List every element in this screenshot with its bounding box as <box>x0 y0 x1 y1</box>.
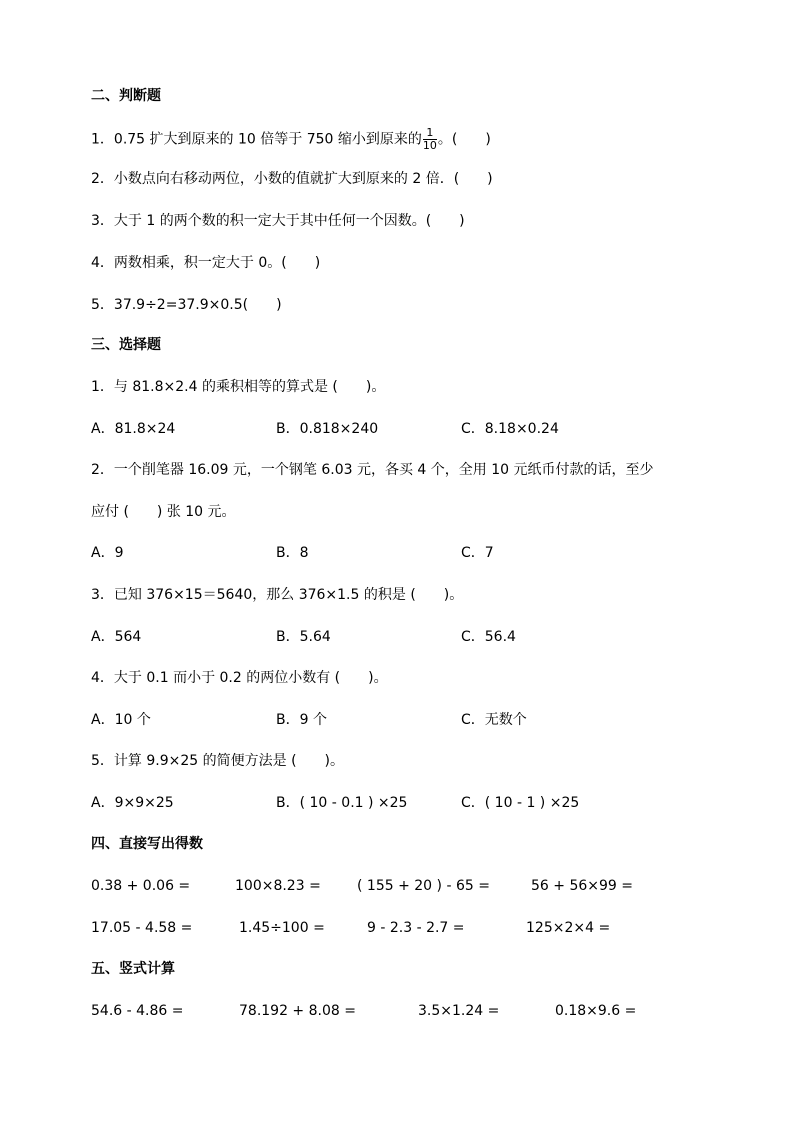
option-b: B．5.64 <box>276 629 331 645</box>
option-b: B．0.818×240 <box>276 421 379 437</box>
mental-math-item: 0.38 + 0.06 = <box>91 878 191 894</box>
vertical-calc-item: 54.6 - 4.86 = <box>91 1003 184 1019</box>
judgment-question-1 <box>91 127 491 152</box>
choice-question-1: 1．与 81.8×2.4 的乘积相等的算式是 ( )。 <box>91 379 386 395</box>
mental-math-item: ( 155 + 20 ) - 65 = <box>357 878 490 894</box>
section-heading-mental-math: 四、直接写出得数 <box>91 836 203 852</box>
option-c: C．8.18×0.24 <box>461 421 559 437</box>
option-a: A．564 <box>91 629 142 645</box>
judgment-question-3: 3．大于 1 的两个数的积一定大于其中任何一个因数。( ) <box>91 213 465 229</box>
option-c: C．( 10 - 1 ) ×25 <box>461 795 580 811</box>
judgment-question-4: 4．两数相乘，积一定大于 0。( ) <box>91 255 321 271</box>
fraction <box>423 127 437 152</box>
vertical-calc-item: 78.192 + 8.08 = <box>239 1003 356 1019</box>
choice-question-2: 2．一个削笔器 16.09 元，一个钢笔 6.03 元，各买 4 个，全用 10 元纸币付款的话，至少 <box>91 462 654 478</box>
mental-math-item: 125×2×4 = <box>526 920 611 936</box>
vertical-calc-item: 3.5×1.24 = <box>418 1003 500 1019</box>
section-heading-judgment: 二、判断题 <box>91 88 161 104</box>
choice-question-3: 3．已知 376×15＝5640，那么 376×1.5 的积是 ( )。 <box>91 587 464 603</box>
choice-question-4: 4．大于 0.1 而小于 0.2 的两位小数有 ( )。 <box>91 670 388 686</box>
option-a: A．9 <box>91 545 124 561</box>
vertical-calc-item: 0.18×9.6 = <box>555 1003 637 1019</box>
option-b: B．9 个 <box>276 712 327 728</box>
mental-math-item: 56 + 56×99 = <box>531 878 633 894</box>
mental-math-item: 17.05 - 4.58 = <box>91 920 193 936</box>
fraction-numerator: 1 <box>423 127 437 140</box>
fraction-denominator: 10 <box>422 139 437 152</box>
mental-math-item: 9 - 2.3 - 2.7 = <box>367 920 465 936</box>
choice-question-5: 5．计算 9.9×25 的简便方法是 ( )。 <box>91 753 344 769</box>
option-b: B．8 <box>276 545 309 561</box>
judgment-question-5: 5．37.9÷2=37.9×0.5( ) <box>91 297 282 313</box>
question-text: 1．0.75 扩大到原来的 10 倍等于 750 缩小到原来的 <box>91 131 422 148</box>
choice-question-2-continued: 应付 ( ) 张 10 元。 <box>91 504 236 520</box>
mental-math-item: 1.45÷100 = <box>239 920 325 936</box>
option-c: C．7 <box>461 545 494 561</box>
option-a: A．9×9×25 <box>91 795 174 811</box>
answer-blank: 。( ) <box>437 131 491 148</box>
option-b: B．( 10 - 0.1 ) ×25 <box>276 795 408 811</box>
mental-math-item: 100×8.23 = <box>235 878 321 894</box>
option-c: C．56.4 <box>461 629 516 645</box>
option-a: A．81.8×24 <box>91 421 176 437</box>
option-a: A．10 个 <box>91 712 151 728</box>
section-heading-vertical-calc: 五、竖式计算 <box>91 961 175 977</box>
option-c: C．无数个 <box>461 712 527 728</box>
judgment-question-2: 2．小数点向右移动两位，小数的值就扩大到原来的 2 倍．( ) <box>91 171 493 187</box>
section-heading-choice: 三、选择题 <box>91 337 161 353</box>
